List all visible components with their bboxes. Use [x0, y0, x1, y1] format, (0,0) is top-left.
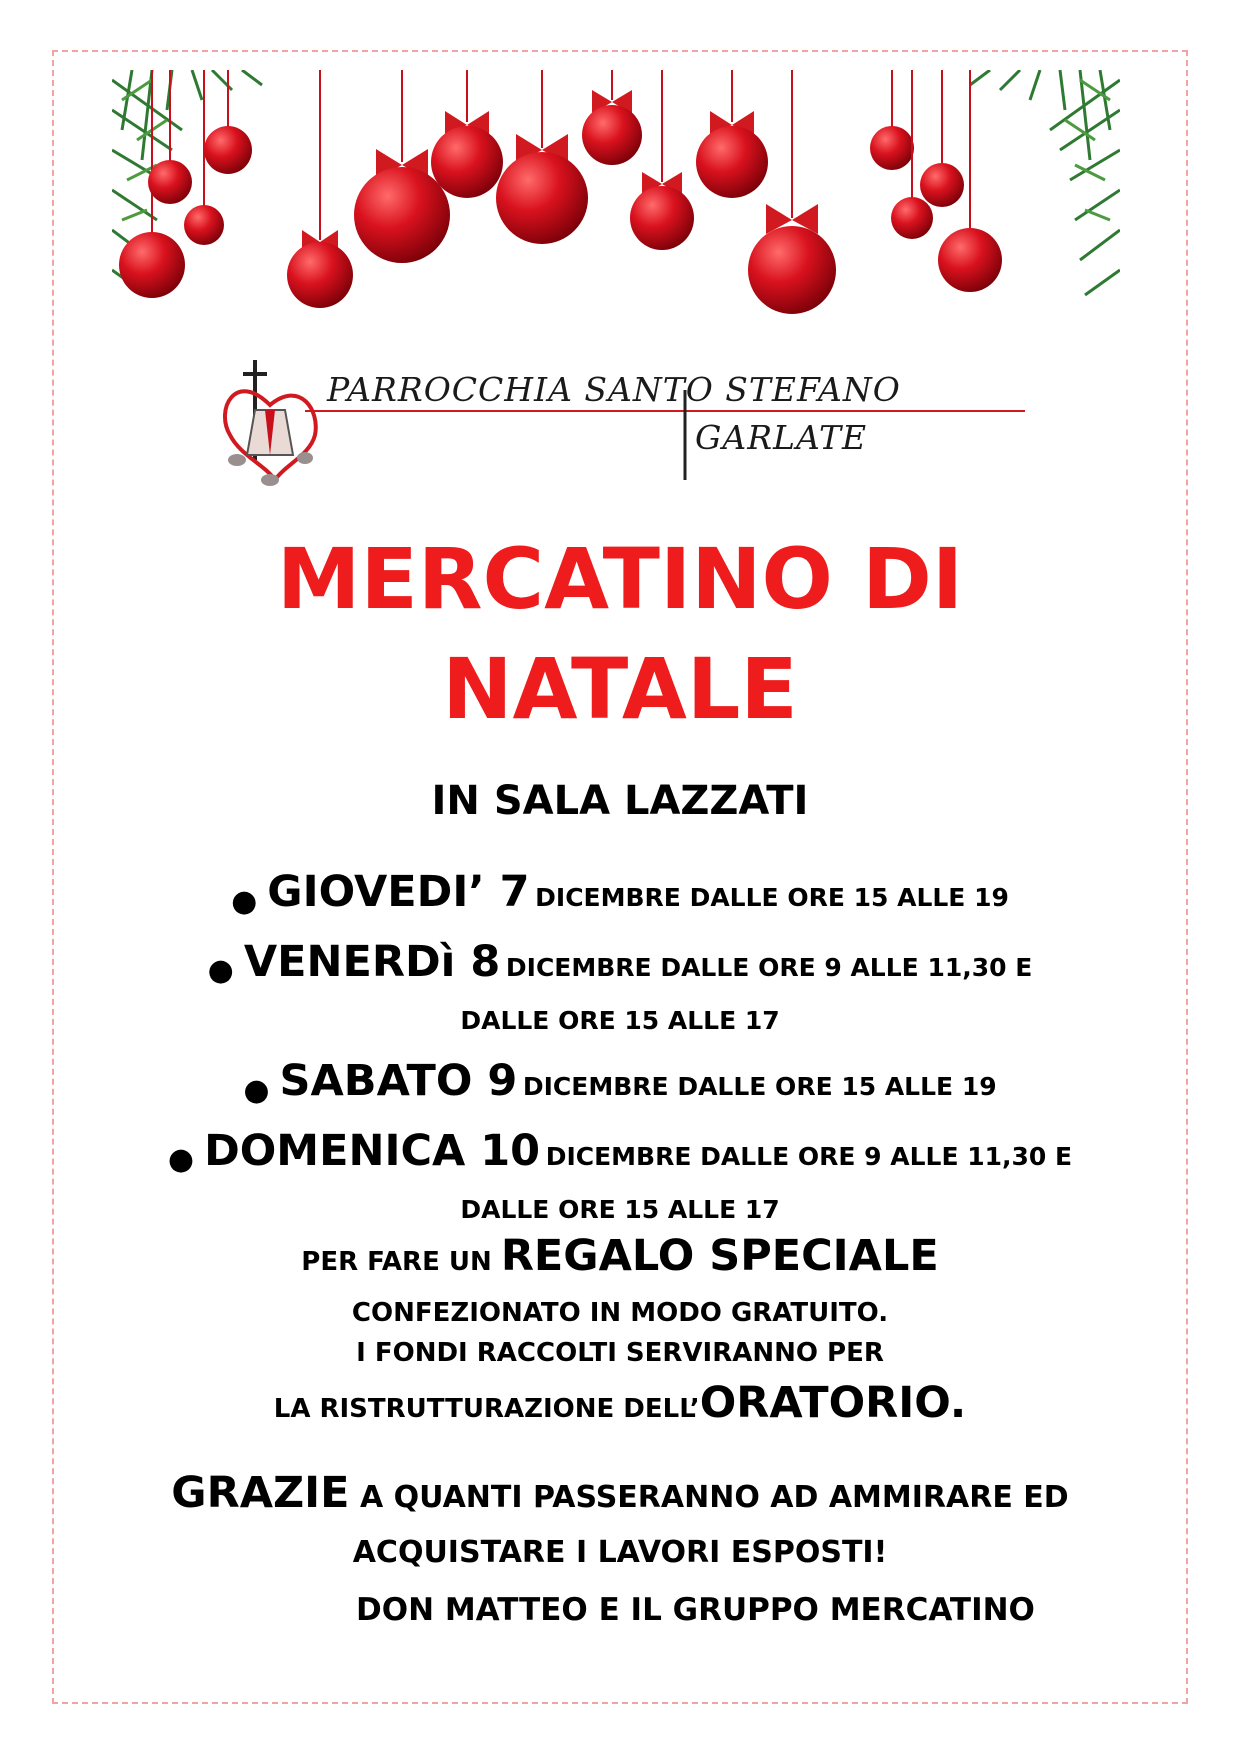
- ornament-group: [119, 70, 1002, 314]
- ornament: [119, 232, 185, 298]
- logo-parish-name: PARROCCHIA SANTO STEFANO: [327, 370, 901, 409]
- event-title-line-1: MERCATINO DI: [276, 530, 964, 628]
- ornament: [696, 126, 768, 198]
- logo-town-name: GARLATE: [695, 418, 868, 457]
- ornament: [938, 228, 1002, 292]
- bullet-icon: ●: [243, 1072, 270, 1108]
- ornament: [148, 160, 192, 204]
- message-period: .: [949, 1378, 967, 1428]
- schedule-detail: DICEMBRE DALLE ORE 15 ALLE 19: [535, 883, 1009, 912]
- message-line-2: CONFEZIONATO IN MODO GRATUITO.: [351, 1298, 889, 1328]
- thanks-rest: A QUANTI PASSERANNO AD AMMIRARE ED: [349, 1480, 1069, 1515]
- bullet-icon: ●: [167, 1142, 195, 1177]
- schedule-continuation: DALLE ORE 15 ALLE 17: [460, 1006, 780, 1035]
- bullet-icon: ●: [207, 953, 234, 988]
- schedule-list: [0, 862, 1240, 1240]
- message-highlight: REGALO SPECIALE: [500, 1231, 939, 1281]
- ornament: [630, 186, 694, 250]
- message-line-3: I FONDI RACCOLTI SERVIRANNO PER: [356, 1338, 884, 1368]
- signature: DON MATTEO E IL GRUPPO MERCATINO: [356, 1592, 1035, 1628]
- ornament: [920, 163, 964, 207]
- ornament: [870, 126, 914, 170]
- event-title-line-2: NATALE: [442, 640, 798, 738]
- ornament: [184, 205, 224, 245]
- ornament: [582, 105, 642, 165]
- ornament: [287, 242, 353, 308]
- parish-logo: [215, 350, 1035, 500]
- schedule-item: [0, 862, 1240, 932]
- ornament: [354, 167, 450, 263]
- ornament: [891, 197, 933, 239]
- ornament: [748, 226, 836, 314]
- schedule-detail: DICEMBRE DALLE ORE 15 ALLE 19: [522, 1072, 997, 1101]
- ornament: [204, 126, 252, 174]
- thanks-highlight: GRAZIE: [171, 1468, 350, 1518]
- message-lead: PER FARE UN: [301, 1247, 501, 1277]
- christmas-ornaments-banner: [112, 70, 1120, 332]
- schedule-detail: DICEMBRE DALLE ORE 9 ALLE 11,30 E: [505, 952, 1033, 982]
- thanks-line-2: ACQUISTARE I LAVORI ESPOSTI!: [352, 1535, 888, 1570]
- schedule-day: DOMENICA 10: [204, 1125, 541, 1176]
- ornament: [496, 152, 588, 244]
- schedule-item: [0, 1121, 1240, 1191]
- schedule-day: VENERDì 8: [243, 936, 501, 987]
- bullet-icon: ●: [231, 883, 258, 919]
- message-oratorio: ORATORIO: [699, 1378, 950, 1428]
- schedule-item: [0, 932, 1240, 1002]
- schedule-detail: DICEMBRE DALLE ORE 9 ALLE 11,30 E: [545, 1141, 1073, 1171]
- thanks-message: [0, 1464, 1240, 1575]
- gift-message: [0, 1228, 1240, 1442]
- schedule-continuation: DALLE ORE 15 ALLE 17: [460, 1195, 780, 1224]
- ornament: [431, 126, 503, 198]
- schedule-item: [0, 1051, 1240, 1121]
- schedule-day: GIOVEDI’ 7: [267, 867, 530, 917]
- event-venue: IN SALA LAZZATI: [431, 778, 809, 824]
- schedule-day: SABATO 9: [279, 1056, 518, 1106]
- message-line-4-lead: LA RISTRUTTURAZIONE DELL’: [273, 1394, 700, 1424]
